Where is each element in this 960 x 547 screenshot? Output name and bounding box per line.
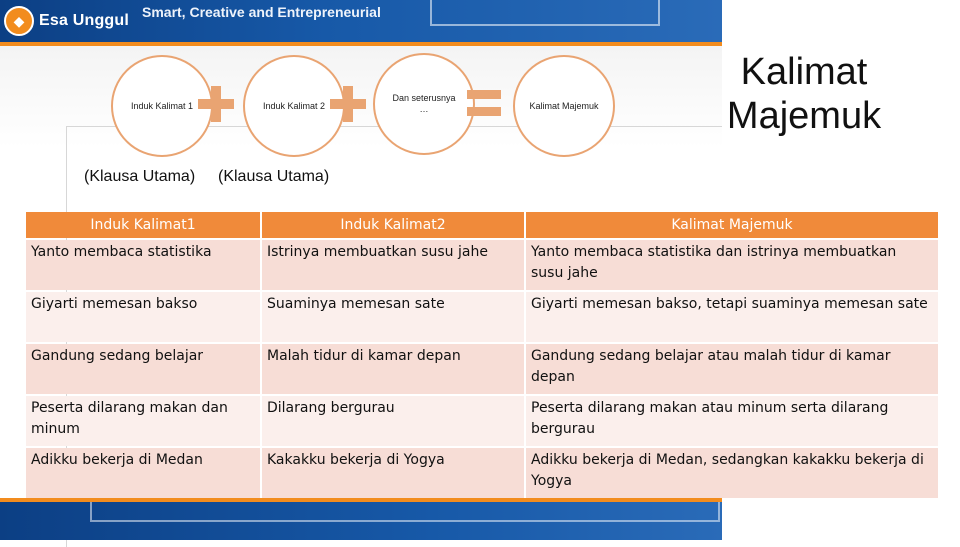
klausa-label-1: (Klausa Utama) bbox=[84, 168, 196, 185]
header-outline bbox=[430, 0, 660, 26]
table-cell: Kakakku bekerja di Yogya bbox=[262, 448, 524, 498]
logo-emblem-icon: ◆ bbox=[4, 6, 34, 36]
table-cell: Giyarti memesan bakso, tetapi suaminya memesan sate bbox=[526, 292, 938, 342]
table-cell: Giyarti memesan bakso bbox=[26, 292, 260, 342]
comparison-table bbox=[24, 210, 940, 500]
tagline: Smart, Creative and Entrepreneurial bbox=[142, 4, 381, 20]
header-band bbox=[0, 0, 722, 42]
logo bbox=[4, 6, 129, 36]
circle-dan-seterusnya bbox=[373, 53, 475, 155]
table-cell: Yanto membaca statistika dan istrinya membuatkan susu jahe bbox=[526, 240, 938, 290]
table-cell: Dilarang bergurau bbox=[262, 396, 524, 446]
circle-label: Induk Kalimat 2 bbox=[262, 100, 326, 111]
footer-outline bbox=[90, 502, 720, 522]
table-cell: Adikku bekerja di Medan, sedangkan kakakku bekerja di Yogya bbox=[526, 448, 938, 498]
title-line-2: Majemuk bbox=[726, 95, 882, 137]
equals-icon bbox=[467, 90, 501, 116]
table-cell: Suaminya memesan sate bbox=[262, 292, 524, 342]
slide-title bbox=[712, 50, 896, 138]
title-line-1: Kalimat bbox=[740, 51, 868, 93]
circle-label: Kalimat Majemuk bbox=[529, 100, 599, 111]
table-cell: Malah tidur di kamar depan bbox=[262, 344, 524, 394]
klausa-label-2: (Klausa Utama) bbox=[218, 168, 330, 185]
circle-kalimat-majemuk bbox=[513, 55, 615, 157]
table-row bbox=[26, 396, 938, 446]
table-cell: Yanto membaca statistika bbox=[26, 240, 260, 290]
header-accent-line bbox=[0, 42, 722, 46]
table-cell: Istrinya membuatkan susu jahe bbox=[262, 240, 524, 290]
table-row bbox=[26, 448, 938, 498]
plus-icon bbox=[330, 86, 366, 122]
table-cell: Peserta dilarang makan dan minum bbox=[26, 396, 260, 446]
table-cell: Adikku bekerja di Medan bbox=[26, 448, 260, 498]
logo-text: Esa Unggul bbox=[39, 12, 130, 29]
circle-label: Induk Kalimat 1 bbox=[130, 100, 194, 111]
table-cell: Gandung sedang belajar atau malah tidur di kamar depan bbox=[526, 344, 938, 394]
table-row bbox=[26, 240, 938, 290]
table-header-cell: Kalimat Majemuk bbox=[526, 212, 938, 238]
table-cell: Peserta dilarang makan atau minum serta dilarang bergurau bbox=[526, 396, 938, 446]
table-row bbox=[26, 344, 938, 394]
circle-label: Dan seterusnya … bbox=[392, 93, 456, 114]
table-row bbox=[26, 292, 938, 342]
table-header-row bbox=[26, 212, 938, 238]
table-header-cell: Induk Kalimat2 bbox=[262, 212, 524, 238]
plus-icon bbox=[198, 86, 234, 122]
table-header-cell: Induk Kalimat1 bbox=[26, 212, 260, 238]
table-cell: Gandung sedang belajar bbox=[26, 344, 260, 394]
